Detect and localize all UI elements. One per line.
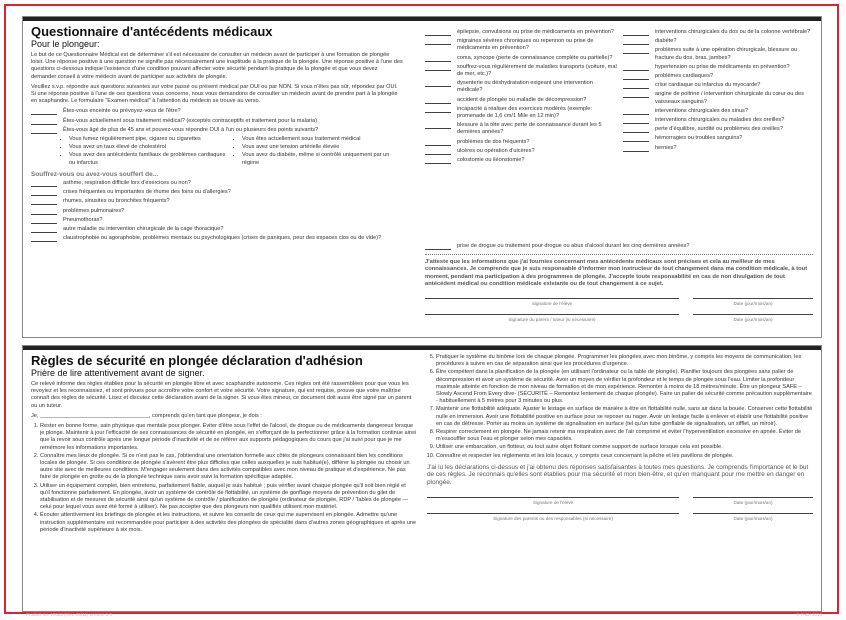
copyright: © PADI 2010 bbox=[796, 612, 822, 617]
answer-field[interactable] bbox=[623, 38, 649, 45]
question-row: prise de drogue ou traitement pour drogue ou abus d'alcool durant les cinq dernières années? bbox=[425, 243, 813, 250]
section-header-bar bbox=[23, 17, 821, 21]
question-row: interventions chirurgicales ou maladies des oreilles? bbox=[623, 117, 813, 124]
answer-field[interactable] bbox=[425, 29, 451, 36]
medical-questionnaire-section bbox=[22, 16, 822, 338]
signature-row bbox=[427, 513, 813, 522]
question-row: coma, syncope (perte de connaissance complète ou partielle)? bbox=[425, 55, 617, 62]
answer-field[interactable] bbox=[31, 208, 57, 215]
list-item: • Vous avez une tension artérielle élevée bbox=[242, 144, 403, 151]
answer-field[interactable] bbox=[623, 135, 649, 142]
question-row: autre maladie ou intervention chirurgicale de la cage thoracique? bbox=[31, 226, 403, 233]
answer-field[interactable] bbox=[425, 55, 451, 62]
question-row: colostomie ou iléonstomie? bbox=[425, 157, 617, 164]
answer-field[interactable] bbox=[623, 73, 649, 80]
list-item: 8. Respirer correctement en plongée. Ne jamais retenir ma respiration avec de l'air comprimé et éviter l'hyperventilation excessive en apnée. Éviter de m'essouffler sous l'eau et plonger selon mes capacités. bbox=[436, 429, 813, 443]
date-field[interactable]: Date (jour/mois/an) bbox=[693, 497, 813, 506]
answer-field[interactable] bbox=[31, 226, 57, 233]
answer-field[interactable] bbox=[623, 145, 649, 152]
question-row: Êtes-vous actuellement sous traitement médical? (exceptés contraceptifs et traitement pour la malaria) bbox=[31, 118, 403, 125]
list-item: • Vous êtes actuellement sous traitement médical bbox=[242, 136, 403, 143]
rules-left-column bbox=[31, 352, 417, 535]
rules-je-line: Je, ___________________________________, comprends qu'en tant que plongeur, je dois : bbox=[31, 412, 262, 419]
question-row: claustrophobie ou agoraphobie, problèmes mentaux ou psychologiques (crises de paniques, peur des espaces clos ou de vide)? bbox=[31, 235, 403, 242]
page-footer bbox=[26, 612, 822, 617]
list-item: 10. Connaître et respecter les règlements et les lois locaux, y compris ceux concernant la pêche et les pavillons de plongée. bbox=[436, 453, 813, 460]
risk-factor-bullets bbox=[31, 136, 403, 168]
rules-right-column bbox=[427, 354, 813, 522]
answer-field[interactable] bbox=[425, 122, 451, 129]
question-row: Pneumothorax? bbox=[31, 217, 403, 224]
list-item: 7. Maintenir une flottabilité adéquate. Ajuster le lestage en surface de manière à être en flottabilité nulle, sans air dans la bouée. Conserver cette flottabilité nulle en immersion. Avoir une flottabilité positive en surface pour se reposer ou nager. Avoir un lestage facile à enlever et établir une flottabilité positive en cas de détresse. Porter au moins un système de signalisation en surface (tel qu'un tube gonflable de signalisation, un sifflet, un miroir). bbox=[436, 406, 813, 428]
questionnaire-instructions: Veuillez s.v.p. répondre aux questions suivantes sur votre passé ou présent médical par OUI ou par NON. Si vous n'êtes pas sûr, répondez par OUI. Si une réponse positive à l'une de ces questions vous concerne, nous vous demandons de consulter un médecin avant de prendre part à la plongée en scaphandre. Le formulaire "Examen médical" à l'attention du médecin se trouve au verso. bbox=[31, 83, 398, 105]
question-row: souffrez-vous régulièrement de maladies transports (voiture, mal de mer, etc.)? bbox=[425, 64, 617, 78]
answer-field[interactable] bbox=[31, 180, 57, 187]
question-row: ulcères ou opération d'ulcères? bbox=[425, 148, 617, 155]
question-row: Êtes-vous âgé de plus de 45 ans et pouvez-vous répondre OUI à l'un ou plusieurs des points suivants? bbox=[31, 127, 403, 134]
bullets-left bbox=[61, 136, 230, 168]
date-field[interactable]: Date (jour/mois/an) bbox=[693, 314, 813, 323]
questionnaire-title: Questionnaire d'antécédents médicaux bbox=[31, 24, 273, 39]
answer-field[interactable] bbox=[623, 126, 649, 133]
rules-list-left bbox=[31, 423, 417, 534]
student-signature-field[interactable]: Signature de l'élève bbox=[425, 298, 679, 307]
answer-field[interactable] bbox=[31, 118, 57, 125]
list-item: • Vous avez des antécédents familiaux de problèmes cardiaques ou infarctus bbox=[69, 152, 230, 166]
answer-field[interactable] bbox=[623, 64, 649, 71]
answer-field[interactable] bbox=[31, 189, 57, 196]
answer-field[interactable] bbox=[623, 108, 649, 115]
answer-field[interactable] bbox=[425, 157, 451, 164]
question-row: angine de poitrine / intervention chirurgicale du cœur ou des vaisseaux sanguins? bbox=[623, 91, 813, 105]
question-row: hernies? bbox=[623, 145, 813, 152]
divider bbox=[425, 254, 813, 255]
medical-declaration: J'atteste que les informations que j'ai fournies concernant mes antécédents médicaux sont précises et cela au meilleur de mes connaissances. Je comprends que je suis responsable d'informer mon instructeur de tout changement dans ma condition médicale, à tout moment, pendant ma participation à des programmes de plongée. J'accepte toute responsabilité en cas de non divulgation de tout antécédent médical ou condition médicale existante ou de tout changement à ce sujet. bbox=[425, 259, 808, 287]
answer-field[interactable] bbox=[425, 243, 451, 250]
question-row: problèmes suite à une opération chirurgicale, blessure ou fracture du dos, bras, jambes? bbox=[623, 47, 813, 61]
answer-field[interactable] bbox=[31, 108, 57, 115]
question-row: migraines sévères chroniques ou repennon ou prise de médicaments en prévention? bbox=[425, 38, 617, 52]
answer-field[interactable] bbox=[425, 106, 451, 113]
answer-field[interactable] bbox=[623, 47, 649, 54]
product-number: Product no. 10063 (Rev. 06/11) Version 1.0 bbox=[26, 612, 112, 617]
signature-row bbox=[425, 298, 813, 307]
question-row: hémorragies ou troubles sanguins? bbox=[623, 135, 813, 142]
question-row: interventions chirurgicales du dos ou de la colonne vertébrale? bbox=[623, 29, 813, 36]
list-item: • Vous fumez régulièrement pipe, cigares ou cigarettes bbox=[69, 136, 230, 143]
answer-field[interactable] bbox=[31, 198, 57, 205]
question-row: blessure à la tête avec perte de connaissance durant les 5 dernières années? bbox=[425, 122, 617, 136]
question-row: diabète? bbox=[623, 38, 813, 45]
question-row: rhumes, sinusites ou bronchites fréquents? bbox=[31, 198, 403, 205]
parent-signature-field[interactable]: Signature du parent / tuteur (si nécessaire) bbox=[425, 314, 679, 323]
question-row: incapacité à réaliser des exercices modérés (exemple: promenade de 1,6 cm/1 Mile en 12 min)? bbox=[425, 106, 617, 120]
rules-list-right bbox=[427, 354, 813, 460]
rules-declaration: J'ai lu les déclarations ci-dessus et j'ai obtenu des réponses satisfaisantes à toutes mes questions. Je comprends l'importance et le but de ces règles. Je reconnais qu'elles sont établies pour ma sécurité et mon bien-être, et qu'en manquant pour me mettre en danger en plongée. bbox=[427, 463, 809, 487]
answer-field[interactable] bbox=[425, 97, 451, 104]
list-item: 4. Écouter attentivement les briefings de plongée et les instructions, et suivre les conseils de ceux qui me supervisent en plongée. Admettre qu'une instruction supplémentaire est recommandée pour participer à des activités des plongées de spécialité dans d'autres zones géographiques et après une période d'inactivité supérieure à six mois. bbox=[40, 512, 417, 534]
declaration-block bbox=[425, 243, 813, 323]
answer-field[interactable] bbox=[425, 80, 451, 87]
questionnaire-subtitle: Pour le plongeur: bbox=[31, 39, 100, 49]
answer-field[interactable] bbox=[425, 38, 451, 45]
rules-intro: Ce relevé informe des règles établies pour la sécurité en plongée libre et avec scaphandre autonome. Ces règles ont été rassemblées pour que vous les revoyiez et les reconnaissiez, et sont prévues pour accroître votre confort et votre sécurité. Votre signature, qui est requise, prouve que votre maîtrise connaît des règles de sécurité. Lisez et discutez cette déclaration avant de la signer. Si vous êtes mineur, ce document doit aussi être signé par un parent ou un tuteur. bbox=[31, 381, 412, 409]
questionnaire-middle-column bbox=[425, 29, 617, 166]
signature-row bbox=[425, 314, 813, 323]
suffer-heading: Souffrez-vous ou avez-vous souffert de... bbox=[31, 170, 159, 178]
section-header-bar bbox=[23, 346, 821, 350]
question-row: dysenterie ou déshydratation exigeant une intervention médicale? bbox=[425, 80, 617, 94]
answer-field[interactable] bbox=[425, 139, 451, 146]
question-row: interventions chirurgicales des sinus? bbox=[623, 108, 813, 115]
safety-rules-section bbox=[22, 345, 822, 612]
question-row: perte d'équilibre, surdité ou problèmes des oreilles? bbox=[623, 126, 813, 133]
rules-subtitle: Prière de lire attentivement avant de signer. bbox=[31, 368, 205, 378]
list-item: 6. Être compétent dans la planification de la plongée (en utilisant l'ordinateur ou la table de plongée). Planifier toujours des plongées sans palier de décompression et avoir un système de sécurité. Avoir un moyen de vérifier la profondeur et le temps de plongée sous l'eau. Limiter la profondeur maximale atteinte en fonction de mon niveau de formation et de mon expérience. Remonter à moins de 18 mètres/minute. Être un plongeur SAFE – Slowly Ascend From Every dive- (SÉCURITÉ – Remontez lentement de chaque plongée). Faire un palier de sécurité comme précaution supplémentaire - habituellement à 5 mètres pour 3 minutes ou plus. bbox=[436, 369, 813, 405]
answer-field[interactable] bbox=[31, 217, 57, 224]
question-row: asthme, respiration difficile lors d'exercices ou non? bbox=[31, 180, 403, 187]
list-item: 5. Pratiquer le système du binôme lors de chaque plongée. Programmer les plongées avec mon binôme, y compris les moyens de communication, les procédures à suivre en cas de séparation ainsi que les procédures d'urgence. bbox=[436, 354, 813, 368]
questionnaire-right-column bbox=[623, 29, 813, 154]
questionnaire-intro: Le but de ce Questionnaire Médical est de déterminer s'il est nécessaire de consulter un médecin avant de participer à une formation de plongée loisir. Une réponse positive à une question ne signifie pas nécessairement une inaptitude à la pratique de la plongée. Une réponse positive à l'une des questions ci-dessous indique l'existence d'une condition pouvant affecter votre sécurité pendant la pratique de la plongée et que vous devez demander conseil à votre médecin avant de participer aux activités de plongée. bbox=[31, 52, 403, 80]
answer-field[interactable] bbox=[425, 64, 451, 71]
answer-field[interactable] bbox=[31, 235, 57, 242]
student-signature-field[interactable]: Signature de l'élève bbox=[427, 497, 679, 506]
parent-signature-field[interactable]: Signature des parents ou des responsables (si nécessaire) bbox=[427, 513, 679, 522]
answer-field[interactable] bbox=[31, 127, 57, 134]
rules-title: Règles de sécurité en plongée déclaration d'adhésion bbox=[31, 353, 363, 368]
question-row: Êtes-vous enceinte ou prévoyez-vous de l'être? bbox=[31, 108, 403, 115]
question-row: épilepsie, convulsions ou prise de médicaments en prévention? bbox=[425, 29, 617, 36]
question-row: problèmes de dos fréquents? bbox=[425, 139, 617, 146]
list-item: • Vous avez un taux élevé de cholestérol bbox=[69, 144, 230, 151]
bullets-right bbox=[234, 136, 403, 168]
list-item: • Vous avez du diabète, même si contrôlé uniquement par un régime bbox=[242, 152, 403, 166]
list-item: 9. Utiliser une embarcation, un flotteur, ou tout autre objet flottant comme support de surface lorsque cela est possible. bbox=[436, 444, 813, 451]
answer-field[interactable] bbox=[623, 91, 649, 98]
question-row: crise cardiaque ou infarctus du myocarde? bbox=[623, 82, 813, 89]
question-row: hypertension ou prise de médicaments en prévention? bbox=[623, 64, 813, 71]
date-field[interactable]: Date (jour/mois/an) bbox=[693, 513, 813, 522]
answer-field[interactable] bbox=[623, 117, 649, 124]
list-item: 2. Connaître mes lieux de plongée. Si ce n'est pas le cas, j'obtiendrai une orientation formelle aux côtés de plongeurs connaissant bien les conditions locales de plongée. Si ces conditions de plongée s'avèrent être plus difficiles que celles auxquelles je suis habitué(e), différer la plongée ou choisir un autre site avec de meilleures conditions. M'engager seulement dans des activités compatibles avec mon niveau de pratique et d'expérience. Ne pas faire de plongée en grotte ou de la plongée technique sans avoir suivi la formation spécifique adaptée. bbox=[40, 453, 417, 482]
question-row: problèmes pulmonaires? bbox=[31, 208, 403, 215]
list-item: 1. Rester en bonne forme, sain physique que mentale pour plonger. Éviter d'être sous l'effet de l'alcool, de drogue ou de médicaments dangereux lorsque je plonge. Maintenir à jour l'efficacité de ses connaissances de sécurité en plongée, en s'efforçant de la perfectionner grâce à la formation continue ainsi que la revoir sous contrôle après une longue période d'inactivité et de se référer aux supports pédagogiques du cours que j'ai suivi pour que je me remémore les informations importantes. bbox=[40, 423, 417, 452]
signature-row bbox=[427, 497, 813, 506]
question-row: crises fréquentes ou importantes de rhume des foins ou d'allergies? bbox=[31, 189, 403, 196]
list-item: 3. Utiliser un équipement complet, bien entretenu, parfaitement fiable, auquel je suis habitué ; puis vérifier avant chaque plongée qu'il soit bien réglé et qu'il fonctionne parfaitement. En plongée, avoir un système de contrôle de flottabilité, un système de gonflage moyens de prévention du gilet de stabilisation et de mesures de sécurité ainsi qu'un système de contrôle / planification de plongée (ordinateur de plongée, RDP / Tables de plongée — celui pour lequel vous avez été formé à utiliser). Ne pas accepter que des plongeurs non qualifiés utilisent mon matériel. bbox=[40, 483, 417, 512]
answer-field[interactable] bbox=[425, 148, 451, 155]
answer-field[interactable] bbox=[623, 29, 649, 36]
questionnaire-left-column bbox=[31, 23, 403, 244]
date-field[interactable]: Date (jour/mois/an) bbox=[693, 298, 813, 307]
question-row: accident de plongée ou maladie de décompression? bbox=[425, 97, 617, 104]
answer-field[interactable] bbox=[623, 82, 649, 89]
question-row: problèmes cardiaques? bbox=[623, 73, 813, 80]
